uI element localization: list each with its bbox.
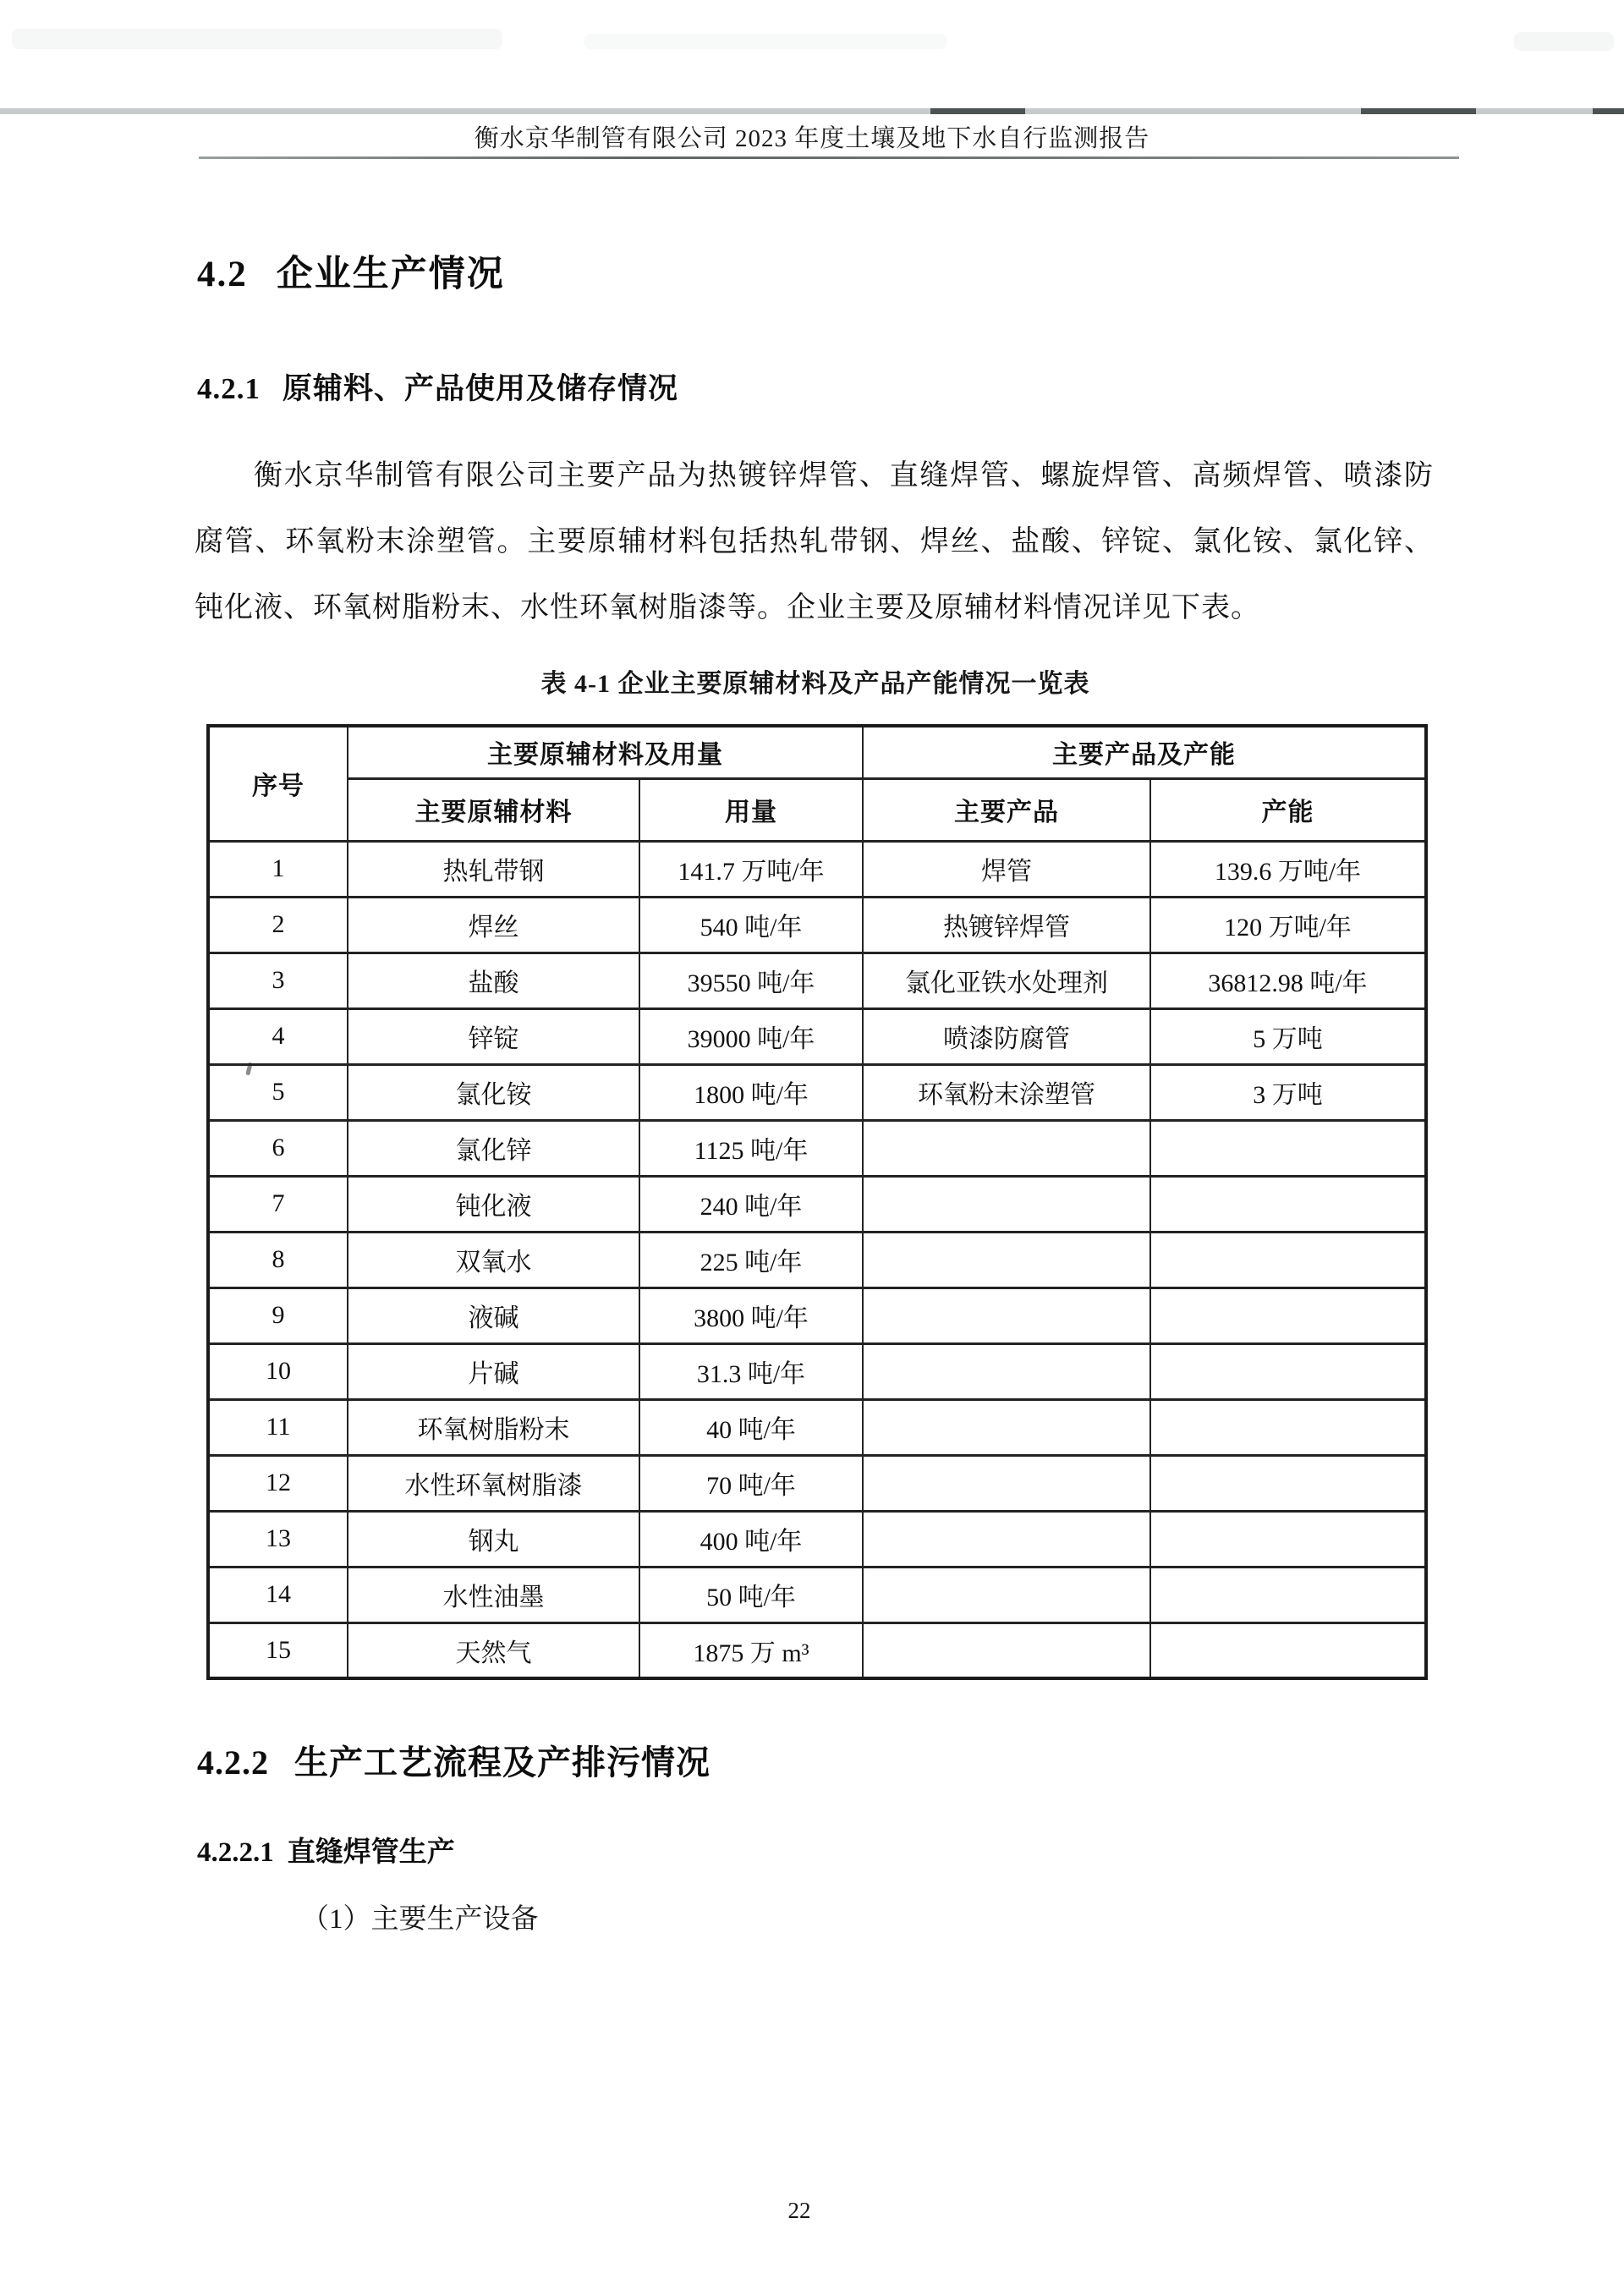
header-rule-segment <box>1593 108 1624 114</box>
row-seq-cell: 10 <box>208 1343 348 1399</box>
table-row <box>208 1622 1426 1678</box>
table-row <box>208 953 1426 1008</box>
section-title: 企业生产情况 <box>276 255 505 294</box>
running-header-title: 衡水京华制管有限公司 2023 年度土壤及地下水自行监测报告 <box>474 125 1150 152</box>
header-cell-product: 主要产品 <box>863 778 1150 841</box>
row-capacity-cell <box>1150 1176 1426 1232</box>
table-body <box>208 841 1426 1678</box>
header-cell-products-group: 主要产品及产能 <box>863 726 1426 778</box>
table-row <box>208 1511 1426 1567</box>
row-material-cell: 锌锭 <box>348 1008 639 1064</box>
row-seq-cell: 8 <box>208 1232 348 1288</box>
row-product-cell: 焊管 <box>863 841 1150 897</box>
row-usage-cell: 40 吨/年 <box>639 1399 863 1455</box>
row-material-cell: 环氧树脂粉末 <box>348 1399 639 1455</box>
section-number: 4.2.1 <box>197 372 261 405</box>
header-cell-materials-group: 主要原辅材料及用量 <box>348 726 863 778</box>
row-seq-cell: 14 <box>208 1567 348 1622</box>
row-usage-cell: 400 吨/年 <box>639 1511 863 1567</box>
row-material-cell: 钝化液 <box>348 1176 639 1232</box>
row-material-cell: 片碱 <box>348 1343 639 1399</box>
row-capacity-cell: 120 万吨/年 <box>1150 897 1426 953</box>
row-seq-cell: 1 <box>208 841 348 897</box>
section-number: 4.2.2 <box>197 1743 269 1782</box>
row-capacity-cell: 5 万吨 <box>1150 1008 1426 1064</box>
row-product-cell <box>863 1399 1150 1455</box>
table-row <box>208 1567 1426 1622</box>
table-header <box>208 726 1426 841</box>
row-product-cell <box>863 1455 1150 1511</box>
section-heading-4-2-1 <box>197 365 678 408</box>
row-product-cell: 热镀锌焊管 <box>863 897 1150 953</box>
row-usage-cell: 39550 吨/年 <box>639 953 863 1008</box>
row-product-cell <box>863 1343 1150 1399</box>
row-capacity-cell <box>1150 1622 1426 1678</box>
row-product-cell <box>863 1288 1150 1343</box>
header-cell-capacity: 产能 <box>1150 778 1426 841</box>
row-material-cell: 热轧带钢 <box>348 841 639 897</box>
table-row <box>208 1232 1426 1288</box>
row-capacity-cell <box>1150 1455 1426 1511</box>
row-material-cell: 钢丸 <box>348 1511 639 1567</box>
table-row <box>208 1455 1426 1511</box>
section-heading-4-2 <box>197 245 505 297</box>
materials-products-table <box>206 724 1428 1680</box>
section-title: 直缝焊管生产 <box>287 1837 455 1868</box>
list-item-main-equipment: （1）主要生产设备 <box>301 1904 539 1935</box>
section-title: 原辅料、产品使用及储存情况 <box>283 372 679 405</box>
row-capacity-cell <box>1150 1232 1426 1288</box>
table-caption: 表 4-1 企业主要原辅材料及产品产能情况一览表 <box>540 670 1090 698</box>
section-heading-4-2-2-1 <box>197 1830 455 1869</box>
row-usage-cell: 1875 万 m³ <box>639 1622 863 1678</box>
row-capacity-cell <box>1150 1511 1426 1567</box>
row-product-cell <box>863 1232 1150 1288</box>
row-capacity-cell: 139.6 万吨/年 <box>1150 841 1426 897</box>
row-seq-cell: 9 <box>208 1288 348 1343</box>
header-cell-usage: 用量 <box>639 778 863 841</box>
table-row <box>208 897 1426 953</box>
row-product-cell <box>863 1511 1150 1567</box>
table-row <box>208 1064 1426 1120</box>
row-capacity-cell <box>1150 1343 1426 1399</box>
table-header-row-columns <box>208 778 1426 841</box>
row-material-cell: 液碱 <box>348 1288 639 1343</box>
header-rule-segment <box>930 108 1025 114</box>
header-underline <box>199 156 1459 159</box>
row-product-cell <box>863 1176 1150 1232</box>
row-capacity-cell: 36812.98 吨/年 <box>1150 953 1426 1008</box>
row-capacity-cell: 3 万吨 <box>1150 1064 1426 1120</box>
row-product-cell: 环氧粉末涂塑管 <box>863 1064 1150 1120</box>
row-usage-cell: 50 吨/年 <box>639 1567 863 1622</box>
row-capacity-cell <box>1150 1567 1426 1622</box>
row-capacity-cell <box>1150 1288 1426 1343</box>
section-title: 生产工艺流程及产排污情况 <box>294 1743 710 1782</box>
header-top-rule <box>0 108 1624 114</box>
row-seq-cell: 13 <box>208 1511 348 1567</box>
row-material-cell: 氯化锌 <box>348 1120 639 1176</box>
row-seq-cell: 11 <box>208 1399 348 1455</box>
header-cell-seq: 序号 <box>208 726 348 841</box>
table-row <box>208 1120 1426 1176</box>
row-seq-cell: 3 <box>208 953 348 1008</box>
row-usage-cell: 141.7 万吨/年 <box>639 841 863 897</box>
row-product-cell: 氯化亚铁水处理剂 <box>863 953 1150 1008</box>
row-product-cell <box>863 1622 1150 1678</box>
row-seq-cell: 4 <box>208 1008 348 1064</box>
row-seq-cell: 7 <box>208 1176 348 1232</box>
row-usage-cell: 225 吨/年 <box>639 1232 863 1288</box>
body-paragraph: 衡水京华制管有限公司主要产品为热镀锌焊管、直缝焊管、螺旋焊管、高频焊管、喷漆防腐管、环氧粉末涂塑管。主要原辅材料包括热轧带钢、焊丝、盐酸、锌锭、氯化铵、氯化锌、钝化液、环氧树脂粉末、水性环氧树脂漆等。企业主要及原辅材料情况详见下表。 <box>195 460 1434 623</box>
page-number: 22 <box>787 2198 811 2223</box>
row-seq-cell: 15 <box>208 1622 348 1678</box>
row-seq-cell: 5 <box>208 1064 348 1120</box>
row-usage-cell: 70 吨/年 <box>639 1455 863 1511</box>
row-seq-cell: 12 <box>208 1455 348 1511</box>
table-row <box>208 1399 1426 1455</box>
row-material-cell: 焊丝 <box>348 897 639 953</box>
row-material-cell: 水性油墨 <box>348 1567 639 1622</box>
section-number: 4.2.2.1 <box>197 1837 274 1868</box>
row-usage-cell: 1800 吨/年 <box>639 1064 863 1120</box>
row-material-cell: 盐酸 <box>348 953 639 1008</box>
section-number: 4.2 <box>197 255 248 294</box>
row-seq-cell: 2 <box>208 897 348 953</box>
row-usage-cell: 31.3 吨/年 <box>639 1343 863 1399</box>
row-capacity-cell <box>1150 1120 1426 1176</box>
row-product-cell <box>863 1120 1150 1176</box>
row-seq-cell: 6 <box>208 1120 348 1176</box>
row-product-cell <box>863 1567 1150 1622</box>
row-material-cell: 双氧水 <box>348 1232 639 1288</box>
row-material-cell: 氯化铵 <box>348 1064 639 1120</box>
row-usage-cell: 240 吨/年 <box>639 1176 863 1232</box>
table-row <box>208 1288 1426 1343</box>
row-product-cell: 喷漆防腐管 <box>863 1008 1150 1064</box>
row-usage-cell: 540 吨/年 <box>639 897 863 953</box>
table-row <box>208 841 1426 897</box>
row-usage-cell: 1125 吨/年 <box>639 1120 863 1176</box>
table-row <box>208 1343 1426 1399</box>
table-header-row-groups <box>208 726 1426 778</box>
row-material-cell: 天然气 <box>348 1622 639 1678</box>
header-rule-segment <box>1361 108 1476 114</box>
table-row <box>208 1008 1426 1064</box>
row-capacity-cell <box>1150 1399 1426 1455</box>
scan-artifact <box>584 34 947 49</box>
table-row <box>208 1176 1426 1232</box>
row-usage-cell: 39000 吨/年 <box>639 1008 863 1064</box>
section-heading-4-2-2 <box>197 1736 710 1784</box>
scan-artifact <box>12 29 502 49</box>
row-material-cell: 水性环氧树脂漆 <box>348 1455 639 1511</box>
header-cell-material: 主要原辅材料 <box>348 778 639 841</box>
row-usage-cell: 3800 吨/年 <box>639 1288 863 1343</box>
scan-artifact <box>1514 32 1614 51</box>
